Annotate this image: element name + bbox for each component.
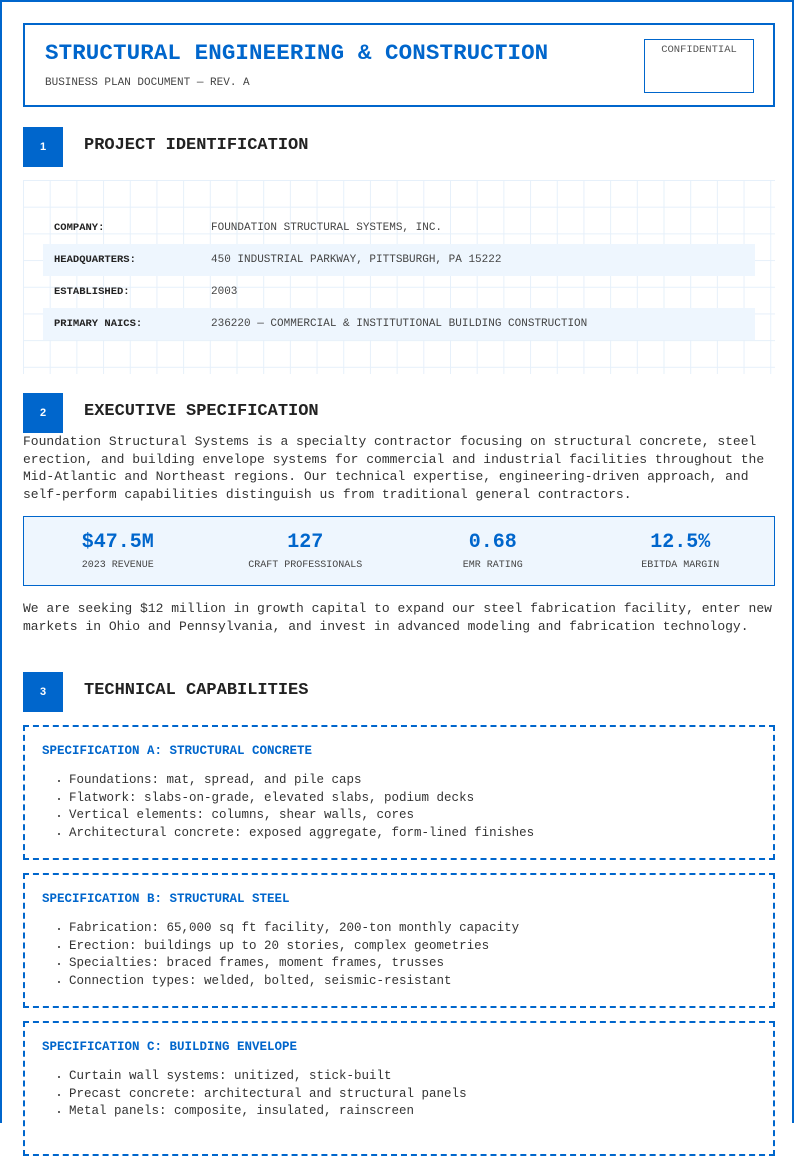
identification-grid <box>23 180 775 374</box>
spec-card-concrete <box>23 725 775 860</box>
id-row-established <box>43 276 755 308</box>
section-number-badge: 2 <box>23 393 63 433</box>
spec-card-envelope <box>23 1021 775 1156</box>
section-title: TECHNICAL CAPABILITIES <box>84 681 309 700</box>
confidential-stamp: CONFIDENTIAL <box>644 39 754 93</box>
metric-label: EMR RATING <box>462 560 523 571</box>
metric-value: $47.5M <box>81 531 154 554</box>
document-header <box>23 23 775 107</box>
spec-item: • Metal panels: composite, insulated, rainscreen <box>69 1103 773 1121</box>
spec-title: SPECIFICATION C: BUILDING ENVELOPE <box>42 1040 298 1054</box>
spec-item: • Curtain wall systems: unitized, stick-built <box>69 1068 773 1086</box>
id-row-company <box>43 212 755 244</box>
id-value: FOUNDATION STRUCTURAL SYSTEMS, INC. <box>211 222 443 234</box>
spec-item: • Specialties: braced frames, moment frames, trusses <box>69 955 773 973</box>
section-number-badge: 1 <box>23 127 63 167</box>
metric-ebitda-margin <box>587 517 775 585</box>
metric-emr-rating <box>399 517 587 585</box>
id-label: COMPANY: <box>54 222 105 234</box>
spec-item: • Architectural concrete: exposed aggregate, form-lined finishes <box>69 825 773 843</box>
spec-list <box>42 772 773 842</box>
metric-label: 2023 REVENUE <box>81 560 154 571</box>
executive-intro: Foundation Structural Systems is a specialty contractor focusing on structural concrete, steel erection, and building envelope systems for commercial and industrial facilities throughout the Mid-Atlantic and Northeast regions. Our technical expertise, engineering-driven approach, and self-perform capabilities distinguish us from traditional general contractors. <box>23 434 765 502</box>
metric-revenue <box>24 517 212 585</box>
spec-item: • Erection: buildings up to 20 stories, complex geometries <box>69 938 773 956</box>
id-label: HEADQUARTERS: <box>54 254 136 266</box>
section-title: EXECUTIVE SPECIFICATION <box>84 402 319 421</box>
spec-list <box>42 1068 773 1121</box>
spec-card-steel <box>23 873 775 1008</box>
spec-item: • Connection types: welded, bolted, seismic-resistant <box>69 973 773 991</box>
id-row-naics <box>43 308 755 340</box>
document-title: STRUCTURAL ENGINEERING & CONSTRUCTION <box>45 40 549 66</box>
spec-item: • Flatwork: slabs-on-grade, elevated slabs, podium decks <box>69 790 773 808</box>
spec-item: • Precast concrete: architectural and structural panels <box>69 1086 773 1104</box>
funding-paragraph: We are seeking $12 million in growth capital to expand our steel fabrication facility, enter new markets in Ohio and Pennsylvania, and invest in advanced modeling and fabrication technology. <box>23 601 772 634</box>
metric-label: CRAFT PROFESSIONALS <box>248 560 363 571</box>
section-number-badge: 3 <box>23 672 63 712</box>
metric-value: 127 <box>287 531 324 554</box>
metric-value: 12.5% <box>650 531 711 554</box>
spec-item: • Fabrication: 65,000 sq ft facility, 200-ton monthly capacity <box>69 920 773 938</box>
section-header-executive <box>23 393 775 433</box>
key-metrics-panel <box>23 516 775 586</box>
document-subtitle: BUSINESS PLAN DOCUMENT — REV. A <box>45 77 250 89</box>
id-value: 450 INDUSTRIAL PARKWAY, PITTSBURGH, PA 15222 <box>211 254 502 266</box>
id-label: ESTABLISHED: <box>54 286 130 298</box>
section-header-identification <box>23 127 775 167</box>
id-row-headquarters <box>43 244 755 276</box>
metric-craft-professionals <box>212 517 400 585</box>
spec-item: • Vertical elements: columns, shear walls, cores <box>69 807 773 825</box>
id-value: 236220 — COMMERCIAL & INSTITUTIONAL BUILDING CONSTRUCTION <box>211 318 588 330</box>
metric-value: 0.68 <box>468 531 517 554</box>
spec-title: SPECIFICATION A: STRUCTURAL CONCRETE <box>42 744 313 758</box>
id-value: 2003 <box>211 286 238 298</box>
id-label: PRIMARY NAICS: <box>54 318 143 330</box>
spec-title: SPECIFICATION B: STRUCTURAL STEEL <box>42 892 290 906</box>
spec-list <box>42 920 773 990</box>
section-title: PROJECT IDENTIFICATION <box>84 136 309 155</box>
spec-item: • Foundations: mat, spread, and pile caps <box>69 772 773 790</box>
metric-label: EBITDA MARGIN <box>641 560 720 571</box>
section-header-capabilities <box>23 672 775 712</box>
